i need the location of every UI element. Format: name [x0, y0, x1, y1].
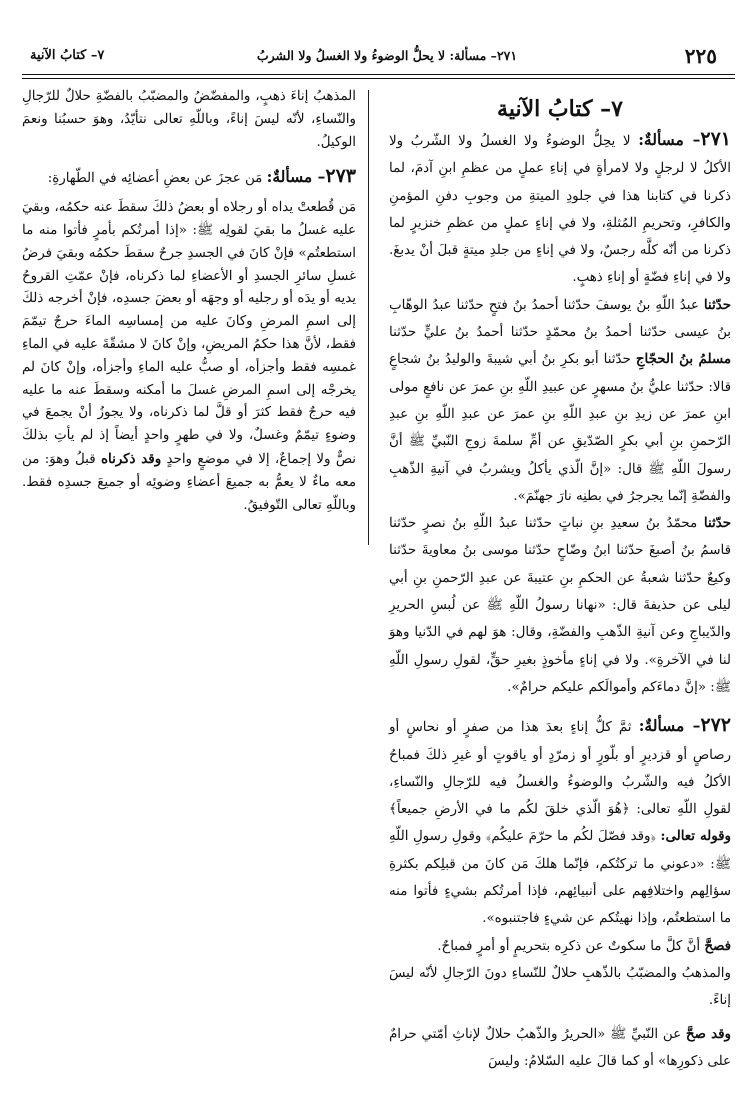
narrator-name: مسلمُ بنُ الحجّاجِ	[635, 351, 732, 368]
hadith-text: محمّدُ بنُ سعيدِ بنِ نباتٍ حدّثنا عبدُ اللّهِ بنُ نصرٍ حدّثنا قاسمُ بنُ أصبغَ حدّثنا ابنُ وضّاحٍ حدّثنا موسى بنُ معاويةَ حدّثنا وكيعٌ حدّثنا شعبةُ عن الحكمِ بنِ عتيبةَ عن عبدِ الرّحمنِ بنِ أبي ليلى عن حذيفةَ قال: «نهانا رسولُ اللّهِ ﷺ عن لُبسِ الحريرِ والدّيباجِ وعن آنيةِ الذّهبِ والفضّةِ، وقال: هوَ لهم في الدّنيا وهوَ لنا في الآخرةِ». ولا في إناءٍ مأخوذٍ بغيرِ حقٍّ، لقولِ رسولِ اللّهِ ﷺ: «إنَّ دماءَكم وأموالَكم عليكم حرامٌ».	[389, 516, 731, 695]
column-divider	[368, 90, 369, 545]
bold-lead: وقد ذكرناه	[100, 450, 162, 467]
issue-text: ثمَّ كلُّ إناءٍ بعدَ هذا من صفرٍ أو نحاسٍ أو رصاصٍ أو قزديرٍ أو بلّورٍ أو زمرّدٍ أو ياقوتٍ أو غيرِ ذلكَ فمباحُ الأكلُ فيه والشّربُ والوضوءُ والغسلُ فيه للرّجالِ والنّساءِ، لقولِ اللّهِ تعالى: ﴿هُوَ الّذي خلقَ لكُم ما في الأرضِ جميعاً﴾	[389, 720, 731, 818]
issue-271	[389, 126, 731, 292]
header-issue-title: ٢٧١– مسألة: لا يحلُّ الوضوءُ ولا الغسلُ ولا الشربُ	[256, 48, 518, 63]
header-rule	[22, 74, 735, 75]
issue-label: – مسألةٌ:	[638, 716, 701, 736]
closing-text: عن النّبيِّ ﷺ «الحريرُ والذّهبُ حلالٌ لإناثِ أمّتي حرامٌ على ذكورِها» أو كما قالَ عليه السّلامُ: وليسَ	[389, 1026, 731, 1069]
issue-label: – مسألةٌ:	[266, 167, 326, 187]
isnad-text: عبدُ اللّهِ بنُ يوسفَ حدّثنا أحمدُ بنُ فتحٍ حدّثنا عبدُ الوهّابِ بنُ عيسى حدّثنا أحمدُ بنُ محمّدٍ حدّثنا أحمدُ بنُ عليٍّ حدّثنا	[389, 297, 731, 341]
left-column	[22, 86, 356, 517]
running-header	[22, 44, 735, 74]
issue-number: ٢٧٢	[700, 714, 731, 737]
hadith-paragraph	[389, 292, 731, 510]
header-rule-thin	[22, 78, 735, 79]
issue-text: لا يحِلُّ الوضوءُ ولا الغسلُ ولا الشّربُ ولا الأكلُ لا لرجلٍ ولا لامرأةٍ في إناءِ عملٍ من عظمِ ابنِ آدمَ، لما ذكرنا في كتابنا هذا في جلودِ الميتةِ من وجوبِ دفنِ المؤمنِ والكافرِ، وتحريمِ المُثلةِ، ولا في إناءٍ عملٍ من عظمِ خنزيرٍ لما ذكرنا من أنّه كلَّه رجسٌ، ولا في إناءٍ من جلدِ ميتةٍ قبلَ أنْ يدبغَ. ولا في إناءِ فضّةٍ أو إناءِ ذهبٍ.	[389, 134, 731, 286]
chapter-title: ٧– كتابُ الآنية	[497, 96, 623, 122]
issue-273-heading	[22, 165, 356, 191]
conclusion-paragraph	[389, 933, 731, 960]
issue-272	[389, 712, 731, 932]
right-column	[389, 92, 731, 1075]
issue-heading-text: مَن عجزَ عن بعضِ أعضائِه في الطّهارةِ:	[47, 171, 263, 187]
hadith-text: حدّثنا أبو بكرِ بنُ أبي شيبةَ والوليدُ بنُ شجاعٍ قالا: حدّثنا عليُّ بنُ مسهرٍ عن عبيدِ اللّهِ بنِ عمرَ عن نافعٍ مولى ابنِ عمرَ عن زيدِ بنِ عبدِ اللّهِ بنِ عمرَ عن عبدِ اللّهِ بنِ عبدِ الرّحمنِ بنِ أبي بكرٍ الصّدّيقِ عن أمِّ سلمةَ زوجِ النّبيِّ ﷺ أنَّ رسولَ اللّهِ ﷺ قال: «إنَّ الّذي يأكلُ ويشربُ في آنيةِ الذّهبِ والفضّةِ إنّما يجرجرُ في بطنِه نارَ جهنّمَ».	[389, 352, 731, 504]
bold-connector: وقوله تعالى:	[660, 828, 731, 845]
issue-text: مَن قُطعتْ يداه أو رجلاه أو بعضُ ذلكَ سقطَ عنه حكمُه، وبقيَ عليه غسلُ ما بقيَ لقولِه ﷺ: «إذا أمرتُكم بأمرٍ فأتوا منه ما استطعتُم» فإنْ كانَ في الجسدِ جرحٌ سقطَ حكمُه وبقيَ فرضُ غسلِ سائرِ الجسدِ أو الأعضاءِ لما ذكرناه، فإنْ عمّتِ القروحُ يديه أو يدَه أو رجليه أو وجهَه أو بعضَ جسدِه، فإنْ أخرجه ذلكَ إلى اسمِ المرضِ وكانَ عليه من إمساسِه الماءَ حرجٌ تيمّمَ فقط، لأنَّ هذا حكمُ المريضِ، وإنْ كانَ لا مشقّةَ عليه في الماءِ غمسِه فقط وأجزأه، أو صبُّ عليه الماءِ وأجزأه، وإنْ كانَ لم يخرجْه إلى اسمِ المرضِ غسلَ ما أمكنه وسقطَ عنه ما عليه فيه حرجٌ فقط كثرَ أو قلَّ لما ذكرناه، ولا يجوزُ أنْ يجمعَ في وضوءٍ تيمّمٌ وغسلٌ، ولا في طهرٍ واحدٍ أيضاً إذ لم يأتِ بذلكَ نصٌّ ولا إجماعٌ، إلا في موضعٍ واحدٍ	[22, 200, 356, 467]
issue-label: – مسألةٌ:	[638, 130, 701, 149]
page-number: ٢٢٥	[684, 44, 717, 68]
closing-paragraph	[389, 1021, 731, 1076]
issue-273-body	[22, 197, 356, 517]
header-book-title: ٧– كتابُ الآنية	[30, 48, 105, 63]
issue-number: ٢٧١	[700, 128, 731, 150]
conclusion-text: أنَّ كلَّ ما سكوتٌ عن ذكرِه بتحريمٍ أو أمرٍ فمباحٌ.	[437, 938, 701, 954]
hadith-paragraph-2	[389, 510, 731, 701]
conclusion-lead: فصحَّ	[704, 937, 731, 954]
continuation-text: المذهبُ إناءَ ذهبٍ، والمفضّضُ والمضبّبُ بالفضّةِ حلالٌ للرّجالِ والنّساءِ، لأنّه ليسَ إناءً، وباللّهِ تعالى نتأيّدُ، وهوَ حسبُنا ونعمَ الوكيلُ.	[22, 89, 356, 150]
hadith-lead: حدّثنا	[703, 296, 731, 313]
issue-number: ٢٧٣	[325, 165, 356, 188]
hadith-lead: حدّثنا	[703, 515, 732, 532]
closing-lead: وقد صحَّ	[685, 1025, 731, 1042]
gold-note: والمذهبُ والمضبّبُ بالذّهبِ حلالٌ للنّساءِ دونَ الرّجالِ لأنّه ليسَ إناءً.	[389, 965, 731, 1009]
issue-text-cont: ﴿وقد فصّلَ لكُم ما حرّمَ عليكُم﴾ وقولِ رسولِ اللّهِ ﷺ: «دعوني ما تركتُكم، فإنّما هلكَ مَن كانَ من قبلِكم بكثرةِ سؤالِهم واختلافِهم على أنبيائِهم، فإذا أمرتُكم بشيءٍ فأتوا منه ما استطعتُم، وإذا نهيتُكم عن شيءٍ فاجتنبوه».	[389, 829, 731, 927]
issue-tail: قبلُ وهوَ: من معه ماءٌ لا يعمُّ به جميعَ أعضاءِ وضوئِه أو جميعَ جسدِه فقط. وباللّهِ تعالى التّوفيقُ.	[22, 451, 356, 513]
